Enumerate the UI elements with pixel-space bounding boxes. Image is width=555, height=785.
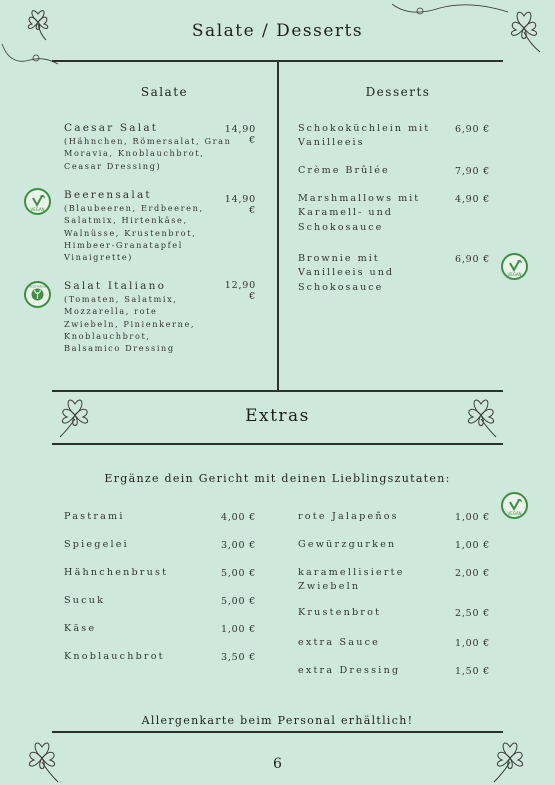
item-price: 5,00 € <box>220 596 256 607</box>
item-price: 1,00 € <box>454 540 490 551</box>
badge-label: VEGETARIAN <box>28 284 47 289</box>
item-name: Gewürzgurken <box>298 539 397 550</box>
extra-item <box>298 538 448 552</box>
item-name: Karamell- und <box>298 207 393 219</box>
item-desc: Ceasar Dressing) <box>64 160 162 171</box>
item-name: Knoblauchbrot <box>64 651 165 662</box>
item-name: Schokosauce <box>298 221 384 233</box>
menu-item <box>298 164 448 178</box>
item-name: Krustenbrot <box>298 607 382 618</box>
item-desc: Mozzarella, rote <box>64 306 158 317</box>
item-name: Sucuk <box>64 595 106 606</box>
extras-top-divider <box>52 390 503 392</box>
item-name: Beerensalat <box>64 189 152 201</box>
item-name: Vanilleeis und <box>298 267 395 279</box>
extra-item <box>64 510 214 524</box>
footer-divider <box>52 731 503 733</box>
item-desc: (Hähnchen, Römersalat, Gran <box>64 136 232 146</box>
menu-item <box>298 192 448 235</box>
item-desc: (Blaubeeren, Erdbeeren, <box>64 203 204 213</box>
item-name: Hähnchenbrust <box>64 567 169 578</box>
item-name: Käse <box>64 623 97 634</box>
item-desc: Vinaigrette) <box>64 252 133 263</box>
item-name: Pastrami <box>64 511 125 522</box>
item-name: Caesar Salat <box>64 122 159 134</box>
item-name: Brownie mit <box>298 253 380 264</box>
item-name: extra Sauce <box>298 637 381 648</box>
item-price: 2,50 € <box>454 608 490 619</box>
page-number: 6 <box>273 756 282 772</box>
item-price: 7,90 € <box>454 166 490 177</box>
badge-label: VEGAN <box>507 511 522 516</box>
item-price: 1,00 € <box>454 638 490 649</box>
badge-label: VEGAN <box>30 207 45 212</box>
item-desc: (Tomaten, Salatmix, <box>64 294 178 304</box>
desserts-heading: Desserts <box>365 85 431 99</box>
item-name: Salat Italiano <box>64 280 167 292</box>
item-name: Marshmallows mit <box>298 193 421 204</box>
menu-item <box>298 122 448 151</box>
page-title: Salate / Desserts <box>191 21 364 41</box>
item-price: 14,90 € <box>224 124 256 146</box>
badge-label: VEGAN <box>507 272 522 277</box>
item-price: 6,90 € <box>454 254 490 265</box>
allergen-note: Allergenkarte beim Personal erhältlich! <box>141 714 414 727</box>
item-price: 12,90 € <box>224 280 256 302</box>
item-price: 5,00 € <box>220 568 256 579</box>
item-name: Schokosauce <box>298 281 384 293</box>
item-desc: Zwiebeln, Pinienkerne, <box>64 318 196 329</box>
extra-item <box>64 538 214 552</box>
column-divider <box>277 60 279 390</box>
extra-item <box>64 594 214 608</box>
item-price: 3,00 € <box>220 540 256 551</box>
item-desc: Moravia, Knoblauchbrot, <box>64 148 205 159</box>
extra-item <box>298 606 448 620</box>
extras-bottom-divider <box>52 443 503 445</box>
item-desc: Balsamico Dressing <box>64 343 175 354</box>
item-price: 1,00 € <box>454 512 490 523</box>
vegetarian-badge-icon <box>24 281 51 308</box>
extra-item <box>64 650 214 664</box>
item-name: Schokoküchlein mit <box>298 123 431 134</box>
vegan-badge-icon <box>501 253 528 280</box>
extras-heading: Extras <box>245 406 310 426</box>
item-name: Zwiebeln <box>298 580 361 592</box>
item-price: 6,90 € <box>454 124 490 135</box>
item-price: 4,00 € <box>220 512 256 523</box>
extra-item <box>298 510 448 524</box>
item-price: 1,50 € <box>454 666 490 677</box>
item-name: Vanilleeis <box>298 137 365 149</box>
extras-subtitle: Ergänze dein Gericht mit deinen Lieblingszutaten: <box>104 472 451 485</box>
item-name: extra Dressing <box>298 665 401 676</box>
item-price: 1,00 € <box>220 624 256 635</box>
item-desc: Himbeer-Granatapfel <box>64 239 183 250</box>
extra-item <box>64 566 214 580</box>
item-price: 2,00 € <box>454 568 490 579</box>
extra-item <box>64 622 214 636</box>
item-name: Crème Brûlée <box>298 165 390 176</box>
menu-item <box>298 252 448 295</box>
item-desc: Knoblauchbrot, <box>64 330 151 341</box>
vegan-badge-icon <box>501 492 528 519</box>
item-price: 4,90 € <box>454 194 490 205</box>
swirl-ornament-icon <box>390 0 510 20</box>
item-price: 3,50 € <box>220 652 256 663</box>
extra-item <box>298 566 448 593</box>
item-desc: Walnüsse, Krustenbrot, <box>64 227 197 238</box>
vegan-badge-icon <box>24 188 51 215</box>
extra-item <box>298 664 448 678</box>
item-name: rote Jalapeños <box>298 511 399 522</box>
swirl-ornament-icon <box>0 40 60 70</box>
extra-item <box>298 636 448 650</box>
item-price: 14,90 € <box>224 194 256 216</box>
item-name: karamellisierte <box>298 567 405 578</box>
item-desc: Salatmix, Hirtenkäse, <box>64 215 188 226</box>
item-name: Spiegelei <box>64 539 129 550</box>
salads-heading: Salate <box>140 85 189 99</box>
